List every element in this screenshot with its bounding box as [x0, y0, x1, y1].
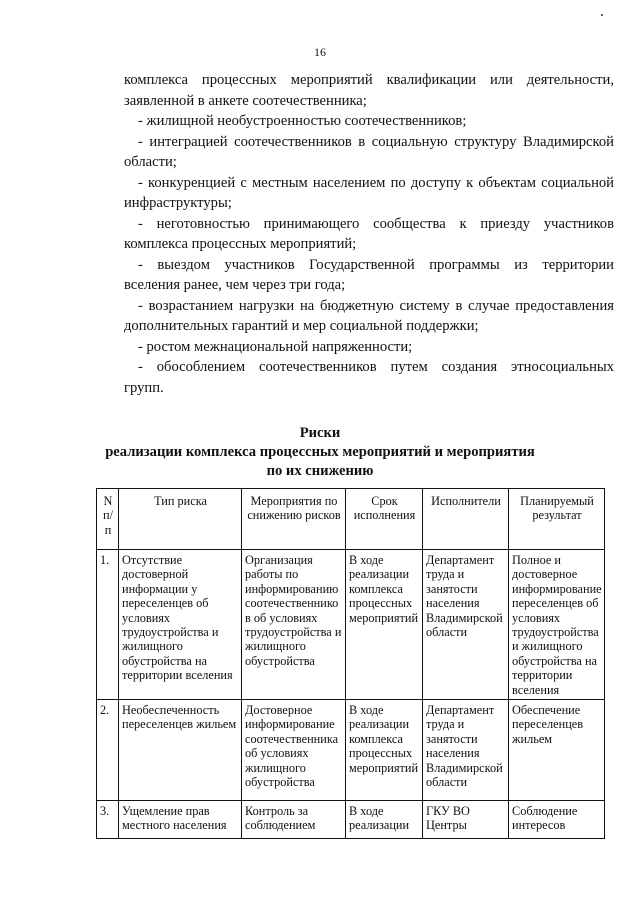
- table-row: [97, 700, 605, 801]
- header-cell-executors: Исполнители: [423, 489, 509, 550]
- body-line: вселения ранее, чем через три года;: [124, 277, 346, 293]
- header-cell-deadline: Срок исполнения: [346, 489, 423, 550]
- body-line: комплекса процессных мероприятий;: [124, 236, 357, 252]
- cell-risk-type: Необеспеченность переселенцев жильем: [119, 700, 242, 801]
- section-heading: [0, 424, 640, 481]
- cell-executors: Департамент труда и занятости населения Владимирской области: [423, 550, 509, 700]
- cell-measures: Достоверное информирование соотечественника об условиях жилищного обустройства: [242, 700, 346, 801]
- heading-line: Риски: [299, 425, 341, 441]
- heading-line: реализации комплекса процессных мероприятий и мероприятия: [105, 444, 535, 460]
- body-line: - возрастанием нагрузки на бюджетную систему в случае предоставления: [138, 297, 614, 314]
- header-cell-result: Планируемый результат: [509, 489, 605, 550]
- body-line: - обособлением соотечественников путем создания этносоциальных: [138, 359, 614, 375]
- cell-deadline: В ходе реализации комплекса процессных мероприятий: [346, 550, 423, 700]
- body-line: - интеграцией соотечественников в социальную структуру Владимирской: [138, 133, 614, 150]
- cell-number: 2.: [97, 700, 119, 801]
- body-line: инфраструктуры;: [124, 195, 232, 211]
- table-row: [97, 550, 605, 700]
- cell-risk-type: Ущемление прав местного населения: [119, 801, 242, 839]
- cell-deadline: В ходе реализации: [346, 801, 423, 839]
- cell-deadline: В ходе реализации комплекса процессных мероприятий: [346, 700, 423, 801]
- table-row: [97, 801, 605, 839]
- body-line: комплекса процессных мероприятий квалификации или деятельности,: [124, 72, 614, 88]
- body-line: - выездом участников Государственной программы из территории: [138, 256, 614, 273]
- cell-number: 1.: [97, 550, 119, 700]
- cell-executors: Департамент труда и занятости населения Владимирской области: [423, 700, 509, 801]
- header-cell-risk-type: Тип риска: [119, 489, 242, 550]
- cell-number: 3.: [97, 801, 119, 839]
- page-number: 16: [314, 45, 326, 59]
- body-text: [124, 70, 614, 398]
- risks-table: [96, 488, 605, 839]
- body-line: - неготовностью принимающего сообщества к приезду участников: [138, 215, 614, 232]
- cell-measures: Контроль за соблюдением: [242, 801, 346, 839]
- header-cell-measures: Мероприятия по снижению рисков: [242, 489, 346, 550]
- body-line: - ростом межнациональной напряженности;: [138, 338, 413, 355]
- cell-result: Соблюдение интересов: [509, 801, 605, 839]
- body-line: заявленной в анкете соотечественника;: [124, 92, 367, 109]
- scan-speck: [601, 14, 603, 16]
- cell-result: Полное и достоверное информирование переселенцев об условиях трудоустройства и жилищного обустройства на территории вселения: [509, 550, 605, 700]
- body-line: групп.: [124, 379, 164, 396]
- body-line: области;: [124, 154, 177, 170]
- cell-measures: Организация работы по информированию соотечественников об условиях трудоустройства и жилищного обустройства: [242, 550, 346, 700]
- body-line: - жилищной необустроенностью соотечественников;: [138, 113, 467, 129]
- cell-risk-type: Отсутствие достоверной информации у переселенцев об условиях трудоустройства и жилищного обустройства на территории вселения: [119, 550, 242, 700]
- body-line: дополнительных гарантий и мер социальной поддержки;: [124, 318, 479, 334]
- cell-executors: ГКУ ВО Центры: [423, 801, 509, 839]
- cell-result: Обеспечение переселенцев жильем: [509, 700, 605, 801]
- table-header-row: [97, 489, 605, 550]
- body-line: - конкуренцией с местным населением по доступу к объектам социальной: [138, 174, 614, 191]
- header-cell-number: N п/п: [97, 489, 119, 550]
- heading-line: по их снижению: [266, 463, 374, 479]
